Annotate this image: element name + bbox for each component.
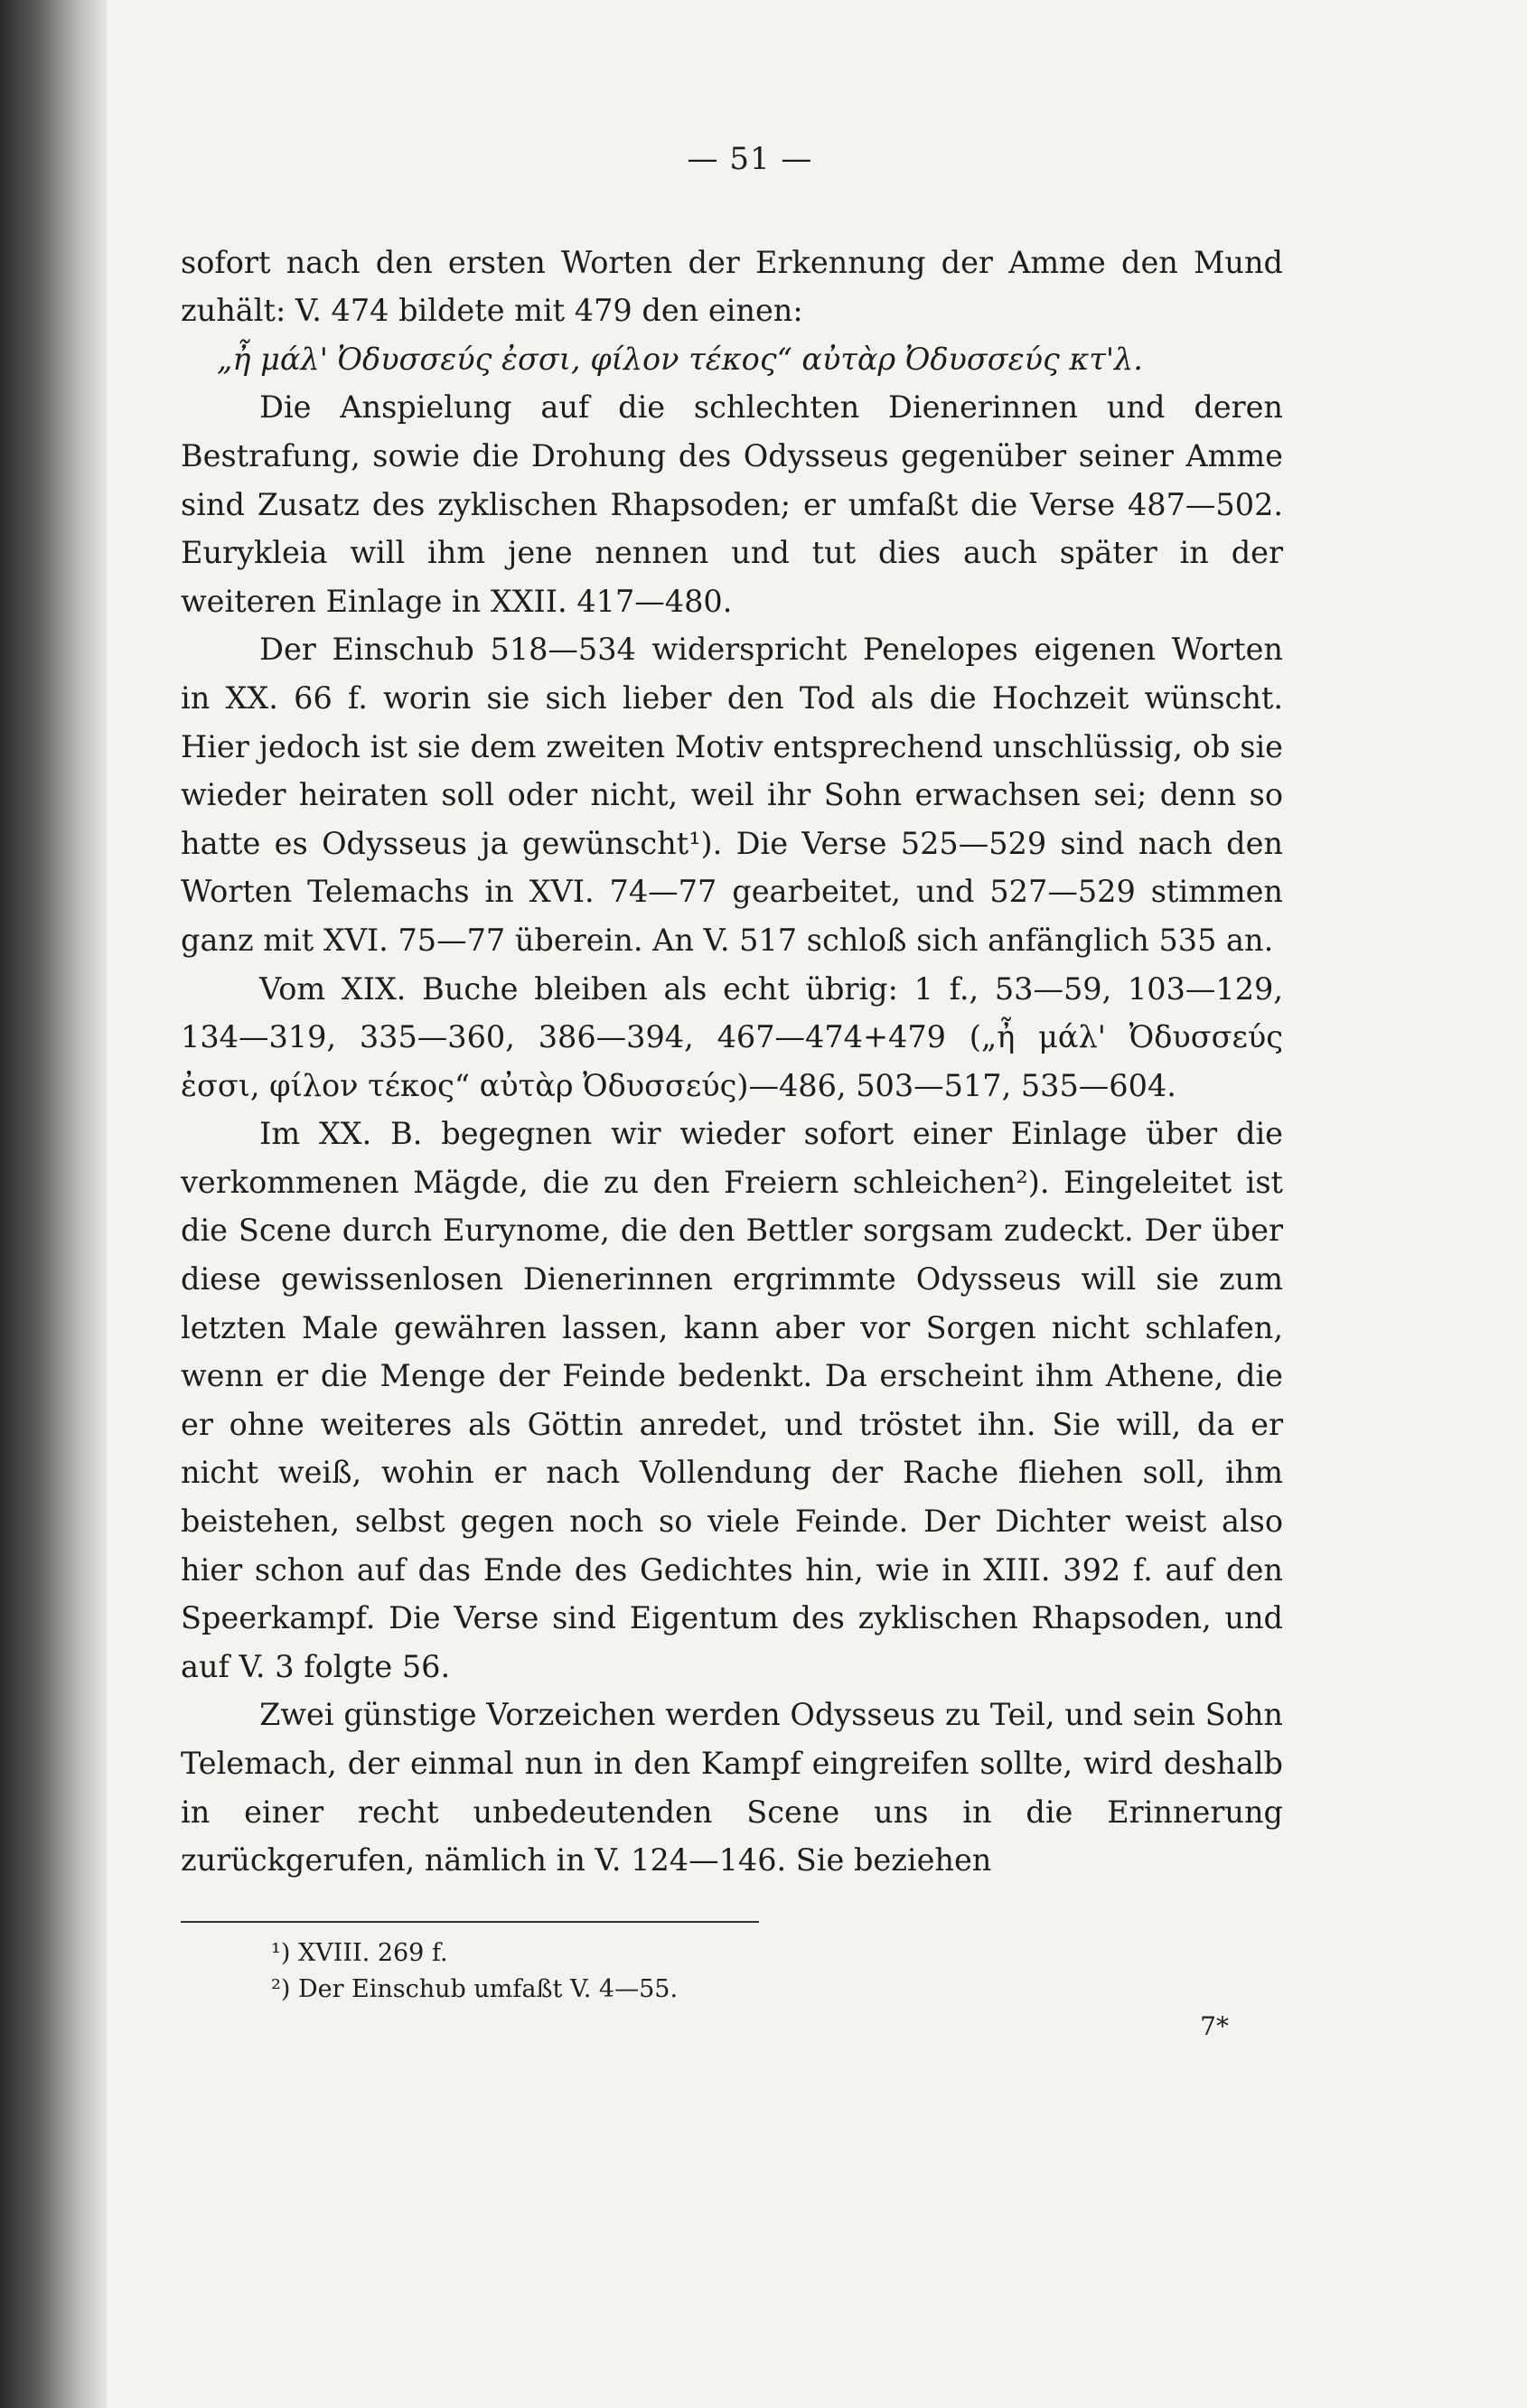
page-number: — 51 — xyxy=(687,141,813,177)
paragraph-5: Im XX. B. begegnen wir wieder sofort einer Einlage über die verkommenen Mägde, die zu den Freiern schleichen²). Eingeleitet ist die Scene durch Eurynome, die den Bettler sorgsam zudeckt. Der über diese gewissenlosen Dienerinnen ergrimmte Odysseus will sie zum letzten Male gewähren lassen, kann aber vor Sorgen nicht schlafen, wenn er die Menge der Feinde bedenkt. Da erscheint ihm Athene, die er ohne weiteres als Göttin anredet, und tröstet ihn. Sie will, da er nicht weiß, wohin er nach Vollendung der Rache fliehen soll, ihm beistehen, selbst gegen noch so viele Feinde. Der Dichter weist also hier schon auf das Ende des Gedichtes hin, wie in XIII. 392 f. auf den Speerkampf. Die Verse sind Eigentum des zyklischen Rhapsoden, und auf V. 3 folgte 56. xyxy=(181,1116,1283,1684)
book-page xyxy=(181,136,1283,2050)
paragraph-4: Vom XIX. Buche bleiben als echt übrig: 1 f., 53—59, 103—129, 134—319, 335—360, 386—394, 467—474+479 („ἦ μάλ' Ὀδυσσεύς ἐσσι, φίλον τέκος“ αὐτὰρ Ὀδυσσεύς)—486, 503—517, 535—604. xyxy=(181,970,1283,1103)
signature-mark: 7* xyxy=(1200,2010,1229,2041)
paragraph-2: Die Anspielung auf die schlechten Dienerinnen und deren Bestrafung, sowie die Drohung des Odysseus gegenüber seiner Amme sind Zusatz des zyklischen Rhapsoden; er umfaßt die Verse 487—502. Eurykleia will ihm jene nennen und tut dies auch später in der weiteren Einlage in XXII. 417—480. xyxy=(181,389,1283,619)
greek-quote: „ἦ μάλ' Ὀδυσσεύς ἐσσι, φίλον τέκος“ αὐτὰρ Ὀδυσσεύς κτ'λ. xyxy=(217,341,1143,377)
footnote-2: ²) Der Einschub umfaßt V. 4—55. xyxy=(271,1974,679,2003)
paragraph-6: Zwei günstige Vorzeichen werden Odysseus zu Teil, und sein Sohn Telemach, der einmal nun in den Kampf eingreifen sollte, wird deshalb in einer recht unbedeutenden Scene uns in die Erinnerung zurückgerufen, nämlich in V. 124—146. Sie beziehen xyxy=(181,1697,1283,1879)
paragraph-1: sofort nach den ersten Worten der Erkennung der Amme den Mund zuhält: V. 474 bildete mit 479 den einen: xyxy=(181,244,1283,329)
paragraph-3: Der Einschub 518—534 widerspricht Penelopes eigenen Worten in XX. 66 f. worin sie sich lieber den Tod als die Hochzeit wünscht. Hier jedoch ist sie dem zweiten Motiv entsprechend unschlüssig, ob sie wieder heiraten soll oder nicht, weil ihr Sohn erwachsen sei; denn so hatte es Odysseus ja gewünscht¹). Die Verse 525—529 sind nach den Worten Telemachs in XVI. 74—77 gearbeitet, und 527—529 stimmen ganz mit XVI. 75—77 überein. An V. 517 schloß sich anfänglich 535 an. xyxy=(181,632,1283,958)
binding-gutter xyxy=(0,0,107,2408)
footnote-1: ¹) XVIII. 269 f. xyxy=(271,1938,448,1967)
footnote-rule xyxy=(181,1921,759,1923)
